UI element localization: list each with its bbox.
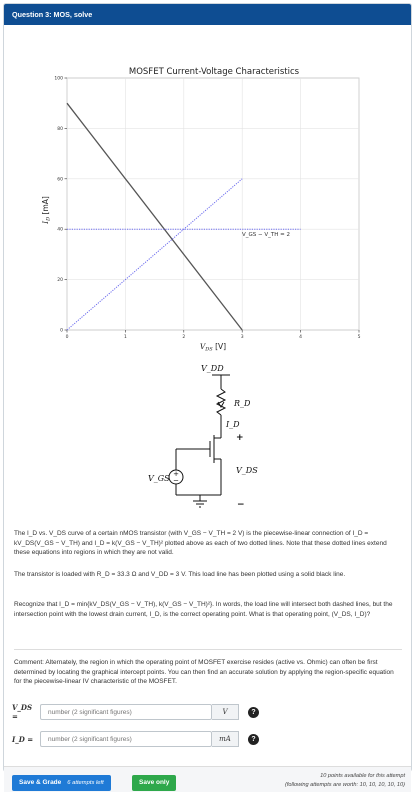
vds-unit: V — [212, 704, 239, 720]
y-tick-label-20: 20 — [57, 278, 63, 284]
question-title: Question 3: MOS, solve — [4, 4, 411, 25]
problem-comment: Comment: Alternately, the region in which the operating point of MOSFET exercise resides (active vs. Ohmic) can often be first determined by locating the graphical intercept points. You can then find an accurate solution by applying the region-specific equation for the piecewise-linear IV characteristic of the MOSFET. — [14, 659, 394, 686]
circuit-diagram — [4, 355, 411, 535]
vds-label: V_DS — [236, 466, 258, 475]
points-note — [285, 772, 405, 790]
y-axis-label — [41, 196, 52, 225]
y-tick-label-100: 100 — [54, 76, 63, 82]
iv-chart — [4, 25, 411, 340]
attempts-left: 6 attempts left — [67, 780, 104, 786]
question-footer — [4, 766, 411, 792]
id-help-icon[interactable]: ? — [248, 734, 259, 745]
chart-title: MOSFET Current-Voltage Characteristics — [128, 67, 300, 77]
save-only-button[interactable]: Save only — [132, 775, 176, 791]
x-axis-symbol: V — [199, 342, 206, 351]
id-unit: mA — [212, 731, 239, 747]
vgs-plus: + — [173, 470, 179, 478]
y-tick-label-60: 60 — [57, 177, 63, 183]
vds-help-icon[interactable]: ? — [248, 707, 259, 718]
x-axis-label — [200, 342, 226, 353]
vgs-minus: − — [173, 476, 179, 485]
vds-minus: − — [237, 500, 245, 510]
vds-answer-label: V_DS = — [12, 703, 33, 721]
rd-label: R_D — [234, 399, 251, 408]
vds-input[interactable] — [40, 704, 212, 720]
divider — [14, 649, 402, 650]
y-axis-symbol: I — [41, 220, 50, 224]
id-answer-label: I_D = — [12, 734, 34, 744]
id-input[interactable] — [40, 731, 212, 747]
x-tick-label-3: 3 — [240, 335, 244, 340]
x-tick-label-2: 2 — [182, 335, 186, 340]
answer-row-vds — [12, 703, 259, 721]
question-card — [3, 3, 412, 788]
points-available: 10 points available for this attempt — [320, 773, 405, 779]
chart-annotation: V_GS − V_TH = 2 — [242, 232, 290, 238]
x-axis-symbol-sub: DS — [205, 346, 213, 353]
following-attempts: (following attempts are worth: 10, 10, 10, 10, 10) — [284, 782, 405, 788]
vgs-label: V_GS — [148, 474, 170, 483]
x-axis-unit: [V] — [212, 342, 227, 351]
x-axis-label-svg — [4, 339, 411, 353]
save-grade-label: Save & Grade — [19, 779, 62, 786]
y-tick-label-40: 40 — [57, 227, 63, 233]
y-tick-label-80: 80 — [57, 126, 63, 132]
vdd-label: V_DD — [201, 364, 224, 373]
y-tick-label-0: 0 — [60, 328, 63, 334]
vds-plus: + — [236, 433, 244, 443]
x-tick-label-5: 5 — [357, 335, 361, 340]
save-grade-button[interactable] — [12, 775, 111, 791]
id-label: I_D — [226, 420, 240, 429]
y-axis-unit: [mA] — [41, 196, 50, 217]
x-tick-label-4: 4 — [299, 335, 303, 340]
answer-row-id — [12, 730, 259, 748]
x-tick-label-1: 1 — [123, 335, 127, 340]
y-axis-symbol-sub: D — [45, 216, 52, 221]
problem-question: Recognize that I_D = min{kV_DS(V_GS − V_TH), k(V_GS − V_TH)²}. In words, the load line will intersect both dashed lines, but the intersection point with the lowest drain current, I_D, is the correct operating point. What is that operating point, (V_DS, I_D)? — [14, 601, 393, 618]
problem-load-line: The transistor is loaded with R_D = 33.3 Ω and V_DD = 3 V. This load line has been plotted using a solid black line. — [14, 571, 346, 578]
problem-intro: The I_D vs. V_DS curve of a certain nMOS transistor (with V_GS − V_TH = 2 V) is the piecewise-linear connection of I_D = kV_DS(V_GS − V_TH) and I_D = k(V_GS − V_TH)² plotted above as each of two dotted lines. Note that these dotted lines extend these equations into regions in which they are not valid. — [14, 530, 387, 557]
x-tick-label-0: 0 — [65, 335, 69, 340]
